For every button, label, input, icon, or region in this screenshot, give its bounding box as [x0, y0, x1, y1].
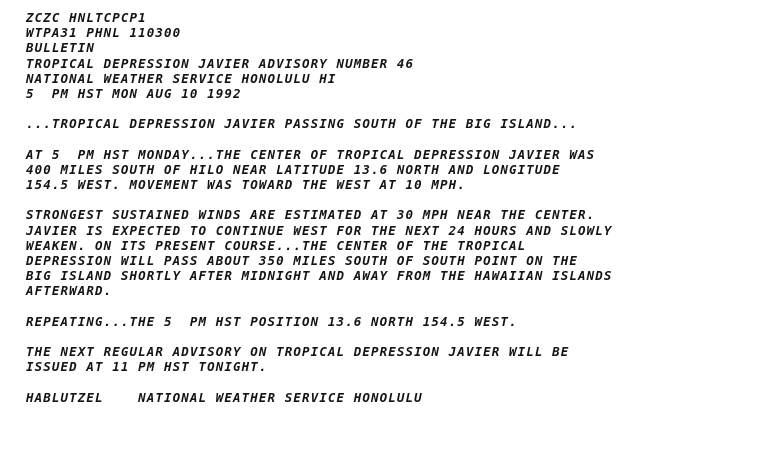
advisory-title: TROPICAL DEPRESSION JAVIER ADVISORY NUMBER 46 [26, 55, 415, 71]
position-paragraph [26, 147, 613, 193]
paragraph-line: REPEATING...THE 5 PM HST POSITION 13.6 NORTH 154.5 WEST. [26, 313, 518, 329]
paragraph-line: 154.5 WEST. MOVEMENT WAS TOWARD THE WEST AT 10 MPH. [26, 177, 466, 193]
headline [26, 116, 613, 131]
paragraph-line: BIG ISLAND SHORTLY AFTER MIDNIGHT AND AWAY FROM THE HAWAIIAN ISLANDS [26, 268, 613, 284]
header-line: ZCZC HNLTCPCP1 [26, 10, 147, 25]
signature-line: HABLUTZEL NATIONAL WEATHER SERVICE HONOLULU [26, 389, 423, 405]
paragraph-line: WEAKEN. ON ITS PRESENT COURSE...THE CENTER OF THE TROPICAL [26, 237, 527, 253]
winds-paragraph [26, 207, 613, 298]
next-advisory-paragraph [26, 344, 613, 374]
signature [26, 390, 613, 405]
header-line: BULLETIN [26, 40, 96, 56]
paragraph-line: AFTERWARD. [26, 283, 113, 299]
header-line: WTPA31 PHNL 110300 [26, 25, 182, 41]
issuing-office: NATIONAL WEATHER SERVICE HONOLULU HI [26, 70, 337, 86]
paragraph-line: AT 5 PM HST MONDAY...THE CENTER OF TROPICAL DEPRESSION JAVIER WAS [26, 146, 596, 162]
advisory-document [26, 10, 613, 405]
paragraph-line: DEPRESSION WILL PASS ABOUT 350 MILES SOUTH OF SOUTH POINT ON THE [26, 253, 579, 268]
paragraph-line: 400 MILES SOUTH OF HILO NEAR LATITUDE 13.6 NORTH AND LONGITUDE [26, 161, 561, 177]
paragraph-line: JAVIER IS EXPECTED TO CONTINUE WEST FOR THE NEXT 24 HOURS AND SLOWLY [26, 222, 613, 238]
paragraph-line: THE NEXT REGULAR ADVISORY ON TROPICAL DEPRESSION JAVIER WILL BE [26, 344, 570, 360]
paragraph-line: STRONGEST SUSTAINED WINDS ARE ESTIMATED AT 30 MPH NEAR THE CENTER. [26, 207, 596, 223]
bulletin-header [26, 10, 613, 101]
paragraph-line: ISSUED AT 11 PM HST TONIGHT. [26, 359, 268, 375]
issue-time: 5 PM HST MON AUG 10 1992 [26, 85, 242, 101]
repeating-paragraph [26, 314, 613, 329]
headline-line: ...TROPICAL DEPRESSION JAVIER PASSING SOUTH OF THE BIG ISLAND... [26, 116, 579, 132]
